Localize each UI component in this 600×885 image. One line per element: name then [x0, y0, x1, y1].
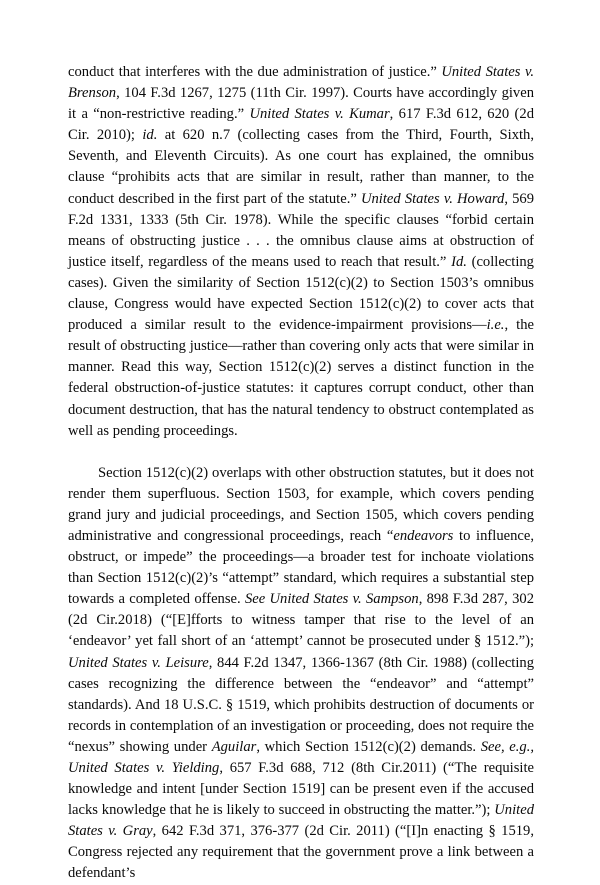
body-text-run: Section 1512(c)(2) overlaps with other obstruction statutes, but it does not render them superfluous. Section 1503, for example, which covers pending grand jury and judicial proceedings, and Section 1505, which covers pending administrative and congressional proceedings, reach “ — [68, 464, 534, 544]
body-text-run: , 642 F.3d 371, 376-377 (2d Cir. 2011) (“[I]n enacting § 1519, Congress rejected any requirement that the government prove a link between a defendant’s — [68, 823, 534, 882]
body-text-run: , 657 F.3d 688, 712 (8th Cir.2011) (“The requisite knowledge and intent [under Section 1519] can be present even if the accused lacks knowledge that he is likely to succeed in obstructing the matter.”); — [68, 760, 534, 819]
citation-italic-run: See, e.g., United States v. Yielding — [68, 738, 534, 776]
paragraph-1 — [68, 62, 534, 442]
body-text-run: (collecting cases). Given the similarity of Section 1512(c)(2) to Section 1503’s omnibus clause, Congress would have expected Section 1512(c)(2) to cover acts that produced a similar result to the evidence-impairment provisions— — [68, 253, 534, 334]
citation-italic-run: Aguilar — [211, 738, 257, 755]
body-text-run: , 104 F.3d 1267, 1275 (11th Cir. 1997). Courts have accordingly given it a “non-restrictive reading.” — [68, 85, 534, 123]
citation-italic-run: endeavors — [393, 527, 454, 544]
body-text-run: , 617 F.3d 612, 620 (2d Cir. 2010); — [68, 106, 534, 144]
body-text-run: , which Section 1512(c)(2) demands. — [256, 738, 481, 755]
citation-italic-run: United States v. Kumar — [249, 106, 390, 123]
body-text-run: , 898 F.3d 287, 302 (2d Cir.2018) (“[E]fforts to witness tamper that rise to the level of an ‘endeavor’ yet fall short of an ‘attempt’ cannot be prosecuted under § 1512.”); — [68, 591, 534, 650]
citation-italic-run: United States v. Brenson — [68, 64, 534, 102]
body-text-run: at 620 n.7 (collecting cases from the Third, Fourth, Sixth, Seventh, and Eleventh Circuits). As one court has explained, the omnibus clause “prohibits acts that are similar in result, rather than manner, to the conduct described in the first part of the statute.” — [68, 127, 534, 207]
citation-italic-run: United States v. Leisure — [68, 654, 209, 671]
body-text-run: , the result of obstructing justice—rather than covering only acts that were similar in manner. Read this way, Section 1512(c)(2) serves a distinct function in the federal obstruction-of-justice statutes: it captures corrupt conduct, other than document destruction, that has the natural tendency to obstruct contemplated as well as pending proceedings. — [68, 317, 534, 439]
paragraph-2 — [68, 463, 534, 885]
citation-italic-run: Id. — [451, 253, 467, 270]
citation-italic-run: id. — [142, 127, 158, 144]
citation-italic-run: See United States v. Sampson — [244, 591, 419, 608]
citation-italic-run: i.e. — [486, 317, 505, 334]
body-text-run: conduct that interferes with the due administration of justice.” — [68, 64, 442, 80]
body-text-column — [68, 62, 534, 885]
body-text-run: , 844 F.2d 1347, 1366-1367 (8th Cir. 1988) (collecting cases recognizing the difference between the “endeavor” and “attempt” standards). And 18 U.S.C. § 1519, which prohibits destruction of documents or records in contemplation of an investigation or proceeding, does not require the “nexus” showing under — [68, 654, 534, 755]
citation-italic-run: United States v. Howard — [360, 190, 505, 207]
body-text-run: to influence, obstruct, or impede” the proceedings—a broader test for inchoate violations than Section 1512(c)(2)’s “attempt” standard, which requires a substantial step towards a completed offense. — [68, 527, 534, 608]
body-text-run: , 569 F.2d 1331, 1333 (5th Cir. 1978). While the specific clauses “forbid certain means of obstructing justice . . . the omnibus clause aims at obstruction of justice itself, regardless of the means used to reach that result.” — [68, 190, 534, 270]
citation-italic-run: United States v. Gray — [68, 802, 534, 840]
